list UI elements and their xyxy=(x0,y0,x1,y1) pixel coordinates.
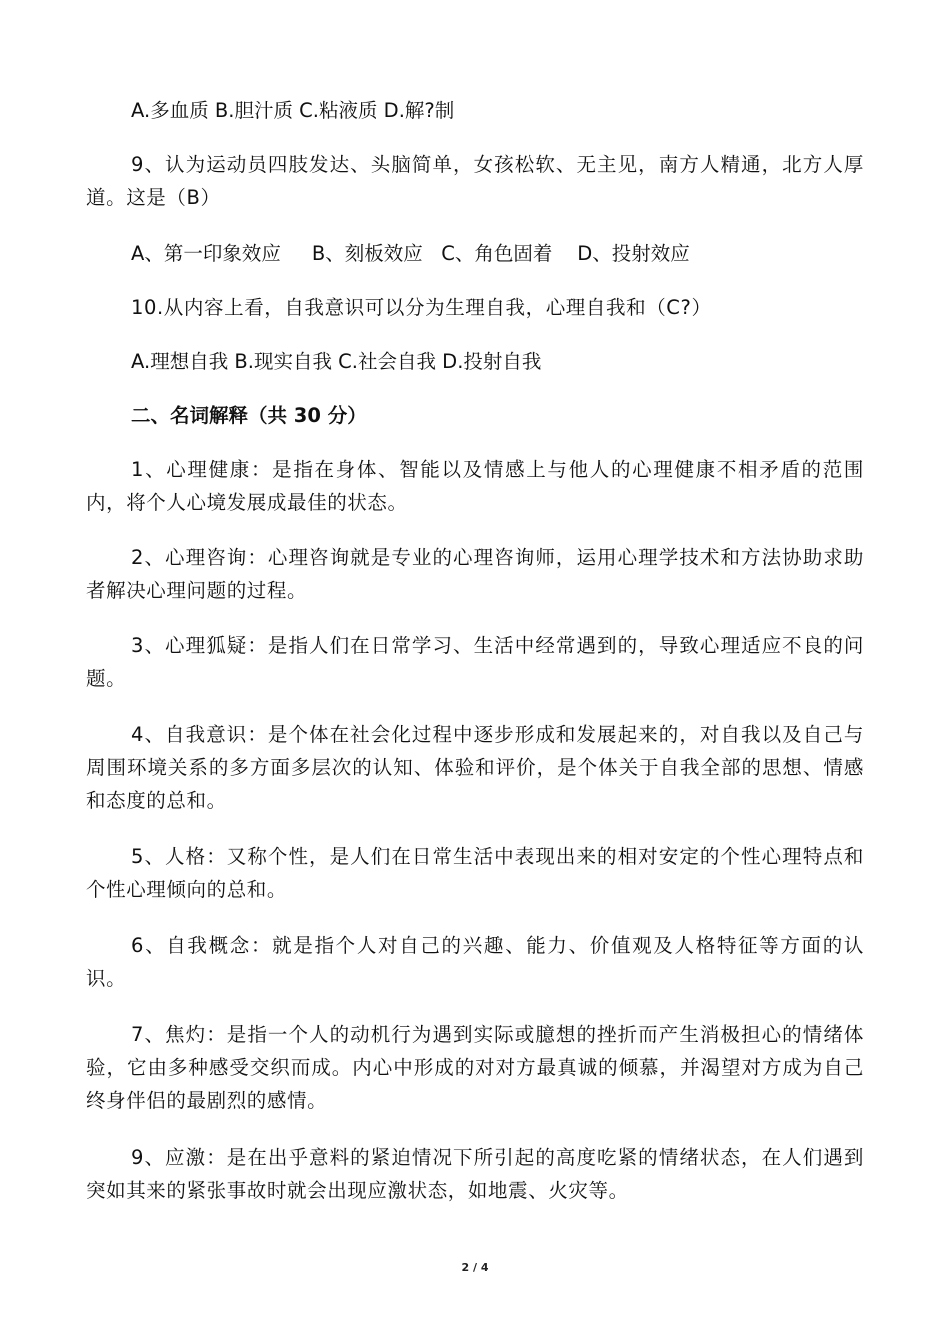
definition-item: 5、人格：又称个性，是人们在日常生活中表现出来的相对安定的个性心理特点和个性心理倾向的总和。 xyxy=(86,845,864,901)
definition-item: 7、焦灼：是指一个人的动机行为遇到实际或臆想的挫折而产生消极担心的情绪体验，它由多种感受交织而成。内心中形成的对对方最真诚的倾慕，并渴望对方成为自己终身伴侣的最剧烈的感情。 xyxy=(86,1023,864,1112)
q9-options: A、第一印象效应 B、刻板效应 C、角色固着 D、投射效应 xyxy=(131,242,690,265)
definition-item: 2、心理咨询：心理咨询就是专业的心理咨询师，运用心理学技术和方法协助求助者解决心理问题的过程。 xyxy=(86,546,864,602)
q10-options: A.理想自我 B.现实自我 C.社会自我 D.投射自我 xyxy=(131,350,542,373)
q8-options: A.多血质 B.胆汁质 C.粘液质 D.解?制 xyxy=(131,99,455,122)
section-heading: 二、名词解释（共 30 分） xyxy=(131,404,367,427)
definition-item: 6、自我概念：就是指个人对自己的兴趣、能力、价值观及人格特征等方面的认识。 xyxy=(86,934,864,990)
page-number: 2 / 4 xyxy=(461,1261,489,1274)
definition-item: 4、自我意识：是个体在社会化过程中逐步形成和发展起来的，对自我以及自己与周围环境关系的多方面多层次的认知、体验和评价，是个体关于自我全部的思想、情感和态度的总和。 xyxy=(86,723,864,812)
question-9: 9、认为运动员四肢发达、头脑简单，女孩松软、无主见，南方人精通，北方人厚道。这是（B） xyxy=(86,153,864,209)
definition-item: 1、心理健康：是指在身体、智能以及情感上与他人的心理健康不相矛盾的范围内，将个人心境发展成最佳的状态。 xyxy=(86,458,864,514)
question-10: 10.从内容上看，自我意识可以分为生理自我，心理自我和（C?） xyxy=(131,296,712,319)
definition-item: 3、心理狐疑：是指人们在日常学习、生活中经常遇到的，导致心理适应不良的问题。 xyxy=(86,634,864,690)
definition-item: 9、应激：是在出乎意料的紧迫情况下所引起的高度吃紧的情绪状态，在人们遇到突如其来的紧张事故时就会出现应激状态，如地震、火灾等。 xyxy=(86,1146,864,1202)
